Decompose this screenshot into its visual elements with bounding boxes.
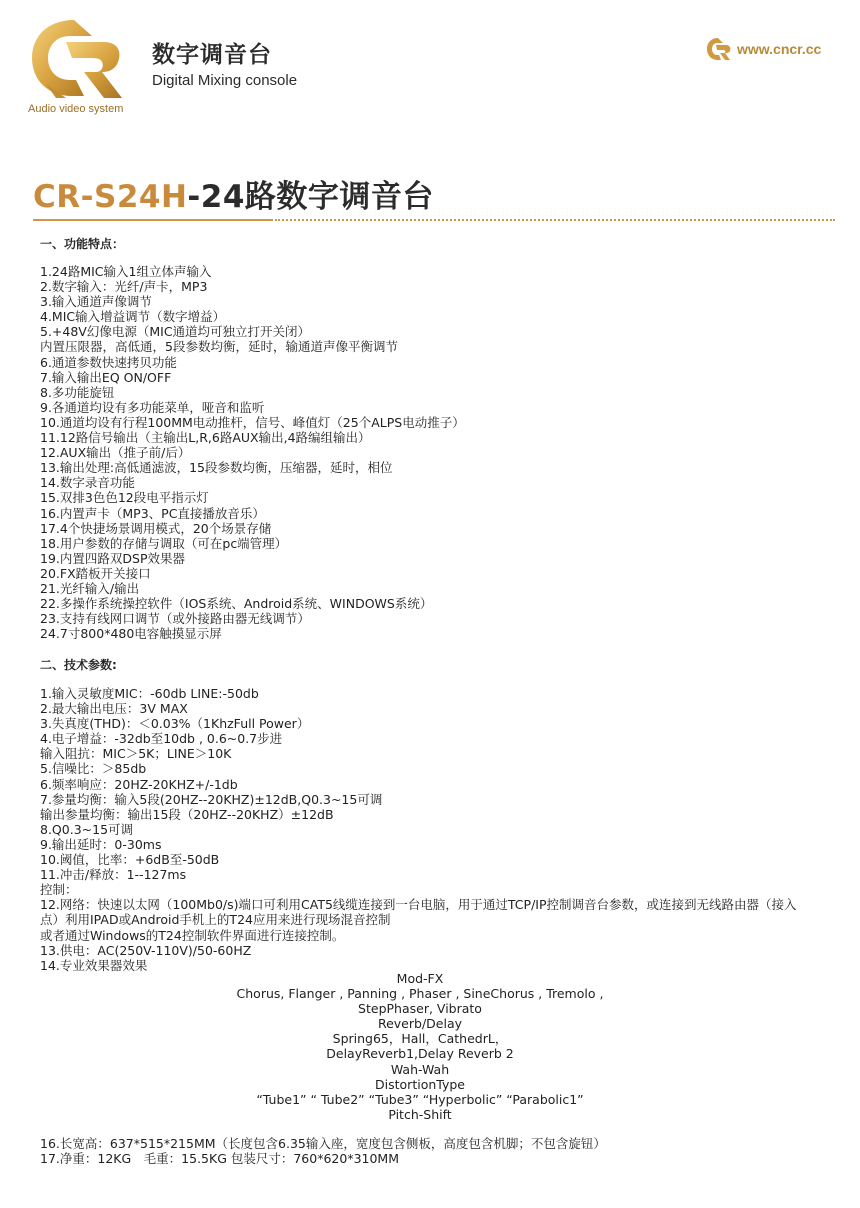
header-title: 数字调音台 bbox=[152, 42, 272, 68]
list-item: 8.多功能旋钮 bbox=[40, 384, 115, 400]
list-item: 2.最大输出电压：3V MAX bbox=[40, 701, 188, 717]
title-dotted-rule bbox=[275, 219, 835, 221]
list-item: 7.输入输出EQ ON/OFF bbox=[40, 369, 172, 385]
effect-line: Pitch-Shift bbox=[388, 1106, 452, 1122]
list-item: 23.支持有线网口调节（或外接路由器无线调节） bbox=[40, 611, 310, 627]
list-item: 13.输出处理:高低通滤波，15段参数均衡，压缩器，延时，相位 bbox=[40, 460, 393, 476]
list-item: 7.参量均衡：输入5段(20HZ--20KHZ)±12dB,Q0.3~15可调 bbox=[40, 791, 383, 807]
list-item: 控制： bbox=[40, 882, 78, 898]
effect-line: DistortionType bbox=[375, 1076, 465, 1092]
small-cr-logo-icon bbox=[705, 36, 731, 62]
effect-line: “Tube1” “ Tube2” “Tube3” “Hyperbolic” “Parabolic1” bbox=[256, 1091, 584, 1107]
list-item: 输入阻抗：MIC＞5K；LINE＞10K bbox=[40, 746, 232, 762]
effect-line: StepPhaser, Vibrato bbox=[358, 1001, 482, 1017]
list-item: 3.输入通道声像调节 bbox=[40, 294, 152, 310]
cr-logo-icon bbox=[26, 14, 126, 100]
list-item: 10.阈值，比率：+6dB至-50dB bbox=[40, 852, 220, 868]
list-item: 1.24路MIC输入1组立体声输入 bbox=[40, 264, 212, 279]
list-item: 14.数字录音功能 bbox=[40, 475, 135, 491]
brand-logo bbox=[26, 14, 126, 120]
list-item: 或者通过Windows的T24控制软件界面进行连接控制。 bbox=[40, 927, 345, 943]
list-item: 5.信噪比：＞85db bbox=[40, 761, 147, 777]
logo-caption: Audio video system bbox=[28, 103, 124, 115]
list-item: 2.数字输入：光纤/声卡，MP3 bbox=[40, 279, 208, 295]
list-item: 19.内置四路双DSP效果器 bbox=[40, 550, 185, 566]
list-item: 6.频率响应：20HZ-20KHZ+/-1db bbox=[40, 776, 238, 792]
list-item: 5.+48V幻像电源（MIC通道均可独立打开关闭） bbox=[40, 324, 311, 340]
list-item: 21.光纤输入/输出 bbox=[40, 580, 140, 596]
product-model: CR-S24H bbox=[33, 179, 188, 215]
effect-line: DelayReverb1,Delay Reverb 2 bbox=[326, 1046, 514, 1062]
list-item: 16.内置声卡（MP3、PC直接播放音乐） bbox=[40, 505, 265, 521]
list-item: 8.Q0.3~15可调 bbox=[40, 821, 134, 837]
list-item: 10.通道均设有行程100MM电动推杆，信号、峰值灯（25个ALPS电动推子） bbox=[40, 414, 465, 430]
tech-list bbox=[40, 686, 800, 973]
product-name: -24路数字调音台 bbox=[187, 179, 434, 215]
list-item: 17.净重：12KG 毛重：15.5KG 包装尺寸：760*620*310MM bbox=[40, 1151, 400, 1167]
list-item: 输出参量均衡：输出15段（20HZ--20KHZ）±12dB bbox=[40, 806, 334, 822]
list-item: 14.专业效果器效果 bbox=[40, 957, 148, 973]
list-item: 12.AUX输出（推子前/后） bbox=[40, 445, 191, 461]
effect-line: Mod-FX bbox=[396, 971, 444, 986]
website-link[interactable]: www.cncr.cc bbox=[737, 41, 822, 57]
list-item: 18.用户参数的存储与调取（可在pc端管理） bbox=[40, 535, 288, 551]
list-item: 24.7寸800*480电容触摸显示屏 bbox=[40, 626, 222, 642]
list-item: 1.输入灵敏度MIC：-60db LINE:-50db bbox=[40, 686, 259, 701]
list-item: 6.通道参数快速拷贝功能 bbox=[40, 354, 177, 370]
list-item: 3.失真度(THD)：＜0.03%（1KhzFull Power） bbox=[40, 716, 310, 732]
list-item: 15.双排3色色12段电平指示灯 bbox=[40, 490, 209, 506]
list-item: 9.各通道均设有多功能菜单，哑音和监听 bbox=[40, 399, 265, 415]
list-item: 16.长宽高：637*515*215MM（长度包含6.35输入座，宽度包含侧板，高度包含机脚；不包含旋钮） bbox=[40, 1136, 606, 1151]
dimensions-list bbox=[40, 1136, 606, 1166]
header-subtitle: Digital Mixing console bbox=[152, 72, 298, 89]
effect-line: Spring65，Hall，CathedrL， bbox=[332, 1031, 508, 1047]
tech-heading: 二、技术参数: bbox=[40, 658, 117, 672]
title-underline bbox=[33, 219, 273, 221]
list-item: 内置压限器，高低通，5段参数均衡，延时，输通道声像平衡调节 bbox=[40, 339, 398, 355]
list-item: 11.冲击/释放：1--127ms bbox=[40, 867, 187, 883]
list-item: 4.电子增益：-32db至10db , 0.6~0.7步进 bbox=[40, 731, 283, 747]
features-heading: 一、功能特点： bbox=[40, 237, 125, 251]
features-list bbox=[40, 264, 465, 641]
list-item: 22.多操作系统操控软件（IOS系统、Android系统、WINDOWS系统） bbox=[40, 596, 433, 612]
list-item: 4.MIC输入增益调节（数字增益） bbox=[40, 309, 226, 325]
effect-line: Wah-Wah bbox=[390, 1061, 450, 1077]
list-item: 17.4个快捷场景调用模式，20个场景存储 bbox=[40, 520, 272, 536]
effect-line: Chorus, Flanger , Panning , Phaser , SineChorus , Tremolo , bbox=[236, 986, 604, 1002]
list-item: 9.输出延时：0-30ms bbox=[40, 836, 162, 852]
list-item: 20.FX踏板开关接口 bbox=[40, 565, 151, 581]
effect-line: Reverb/Delay bbox=[377, 1016, 463, 1032]
effects-list bbox=[40, 971, 800, 1122]
list-item: 12.网络：快速以太网（100Mb0/s)端口可利用CAT5线缆连接到一台电脑，用于通过TCP/IP控制调音台参数，或连接到无线路由器（接入点）利用IPAD或Android手机上的T24应用来进行现场混音控制 bbox=[40, 897, 797, 928]
product-title bbox=[33, 171, 434, 216]
list-item: 13.供电：AC(250V-110V)/50-60HZ bbox=[40, 942, 252, 958]
list-item: 11.12路信号输出（主输出L,R,6路AUX输出,4路编组输出） bbox=[40, 430, 371, 446]
